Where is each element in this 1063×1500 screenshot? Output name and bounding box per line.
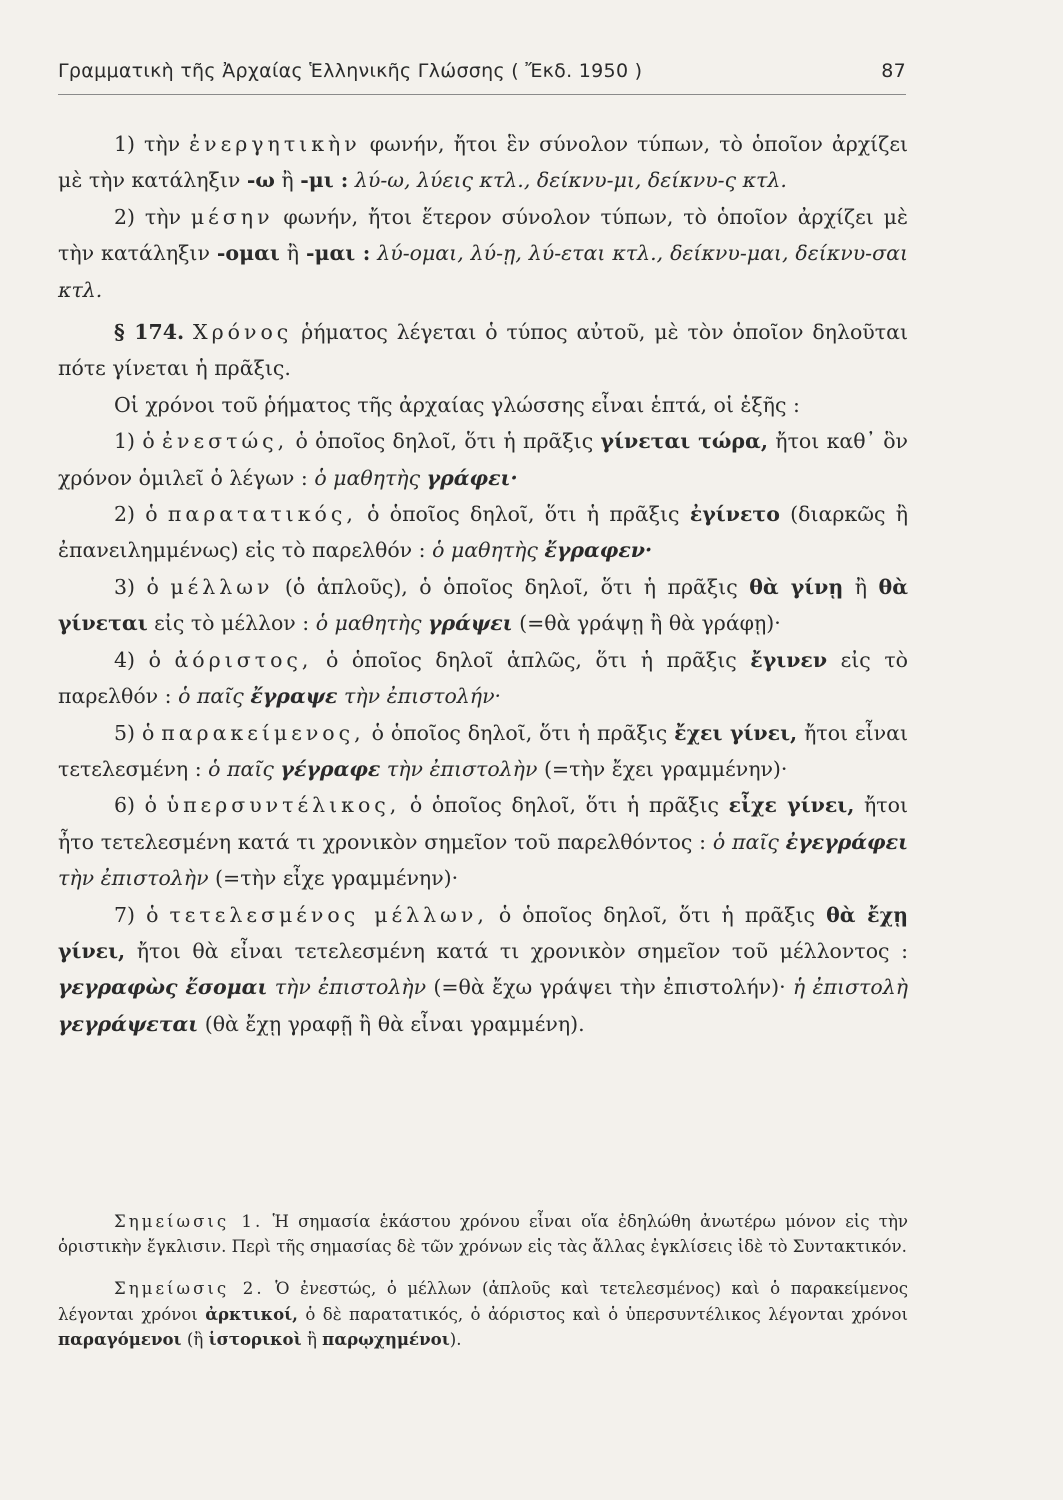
tense-pluperfect: 6) ὁ ὑπερσυντέλικος, ὁ ὁποῖος δηλοῖ, ὅτι ἡ πρᾶξις εἶχε γίνει, ἤτοι ἦτο τετελεσμένη κατά τι χρονικὸν σημεῖον τοῦ παρελθόντος : ὁ παῖς ἐγεγράφει τὴν ἐπιστολὴν (=τὴν εἶχε γραμμένην)·	[58, 793, 908, 891]
tense-present: 1) ὁ ἐνεστώς, ὁ ὁποῖος δηλοῖ, ὅτι ἡ πρᾶξις γίνεται τώρα, ἤτοι καθ᾽ ὃν χρόνον ὁμιλεῖ ὁ λέγων : ὁ μαθητὴς γράφει·	[58, 429, 909, 490]
main-text	[58, 126, 908, 1042]
tense-aorist: 4) ὁ ἀόριστος, ὁ ὁποῖος δηλοῖ ἁπλῶς, ὅτι ἡ πρᾶξις ἔγινεν εἰς τὸ παρελθόν : ὁ παῖς ἔγραψε τὴν ἐπιστολήν·	[58, 647, 909, 709]
tense-perfect: 5) ὁ παρακείμενος, ὁ ὁποῖος δηλοῖ, ὅτι ἡ πρᾶξις ἔχει γίνει, ἤτοι εἶναι τετελεσμένη : ὁ παῖς γέγραφε τὴν ἐπιστολὴν (=τὴν ἔχει γραμμένην)·	[58, 720, 909, 781]
page-number: 87	[881, 60, 906, 82]
tense-future-perfect: 7) ὁ τετελεσμένος μέλλων, ὁ ὁποῖος δηλοῖ, ὅτι ἡ πρᾶξις θὰ ἔχῃ γίνει, ἤτοι θὰ εἶναι τετελεσμένη κατά τι χρονικὸν σημεῖον τοῦ μέλλοντος : γεγραφὼς ἔσομαι τὴν ἐπιστολὴν (=θὰ ἔχω γράψει τὴν ἐπιστολήν)· ἡ ἐπιστολὴ γεγράψεται (θὰ ἔχῃ γραφῇ ἢ θὰ εἶναι γραμμένη).	[58, 902, 909, 1036]
note-1: Σημείωσις 1. Ἡ σημασία ἑκάστου χρόνου εἶναι οἵα ἐδηλώθη ἀνωτέρω μόνον εἰς τὴν ὁριστικὴν ἔγκλισιν. Περὶ τῆς σημασίας δὲ τῶν χρόνων εἰς τὰς ἄλλας ἐγκλίσεις ἰδὲ τὸ Συντακτικόν.	[58, 1212, 909, 1256]
paragraph-active-voice: 1) τὴν ἐνεργητικὴν φωνήν, ἤτοι ἓν σύνολον τύπων, τὸ ὁποῖον ἀρχίζει μὲ τὴν κατάληξιν -ω ἢ -μι : λύ-ω, λύεις κτλ., δείκνυ-μι, δείκνυ-ς κτλ.	[58, 132, 908, 193]
section-number: § 174.	[114, 320, 185, 345]
header-title: Γραμματικὴ τῆς Ἀρχαίας Ἑλληνικῆς Γλώσσης ( Ἔκδ. 1950 )	[58, 60, 643, 82]
note-2: Σημείωσις 2. Ὁ ἐνεστώς, ὁ μέλλων (ἁπλοῦς καὶ τετελεσμένος) καὶ ὁ παρακείμενος λέγονται χρόνοι ἀρκτικοί, ὁ δὲ παρατατικός, ὁ ἀόριστος καὶ ὁ ὑπερσυντέλικος λέγονται χρόνοι παραγόμενοι (ἢ ἱστορικοὶ ἢ παρῳχημένοι).	[58, 1279, 909, 1350]
tense-imperfect: 2) ὁ παρατατικός, ὁ ὁποῖος δηλοῖ, ὅτι ἡ πρᾶξις ἐγίνετο (διαρκῶς ἢ ἐπανειλημμένως) εἰς τὸ παρελθόν : ὁ μαθητὴς ἔγραφεν·	[58, 502, 908, 563]
header-rule	[58, 94, 906, 95]
running-header	[58, 60, 906, 82]
paragraph-tenses-intro: Οἱ χρόνοι τοῦ ῥήματος τῆς ἀρχαίας γλώσσης εἶναι ἑπτά, οἱ ἑξῆς :	[114, 392, 800, 417]
tense-future: 3) ὁ μέλλων (ὁ ἁπλοῦς), ὁ ὁποῖος δηλοῖ, ὅτι ἡ πρᾶξις θὰ γίνῃ ἢ θὰ γίνεται εἰς τὸ μέλλον : ὁ μαθητὴς γράψει (=θὰ γράψῃ ἢ θὰ γράφῃ)·	[58, 574, 908, 636]
notes	[58, 1210, 908, 1353]
paragraph-middle-voice: 2) τὴν μέσην φωνήν, ἤτοι ἕτερον σύνολον τύπων, τὸ ὁποῖον ἀρχίζει μὲ τὴν κατάληξιν -ομαι ἢ -μαι : λύ-ομαι, λύ-ῃ, λύ-εται κτλ., δείκνυ-μαι, δείκνυ-σαι κτλ.	[58, 204, 908, 302]
section-174: § 174. Χρόνος ῥήματος λέγεται ὁ τύπος αὐτοῦ, μὲ τὸν ὁποῖον δηλοῦται πότε γίνεται ἡ πρᾶξις.	[58, 320, 908, 381]
